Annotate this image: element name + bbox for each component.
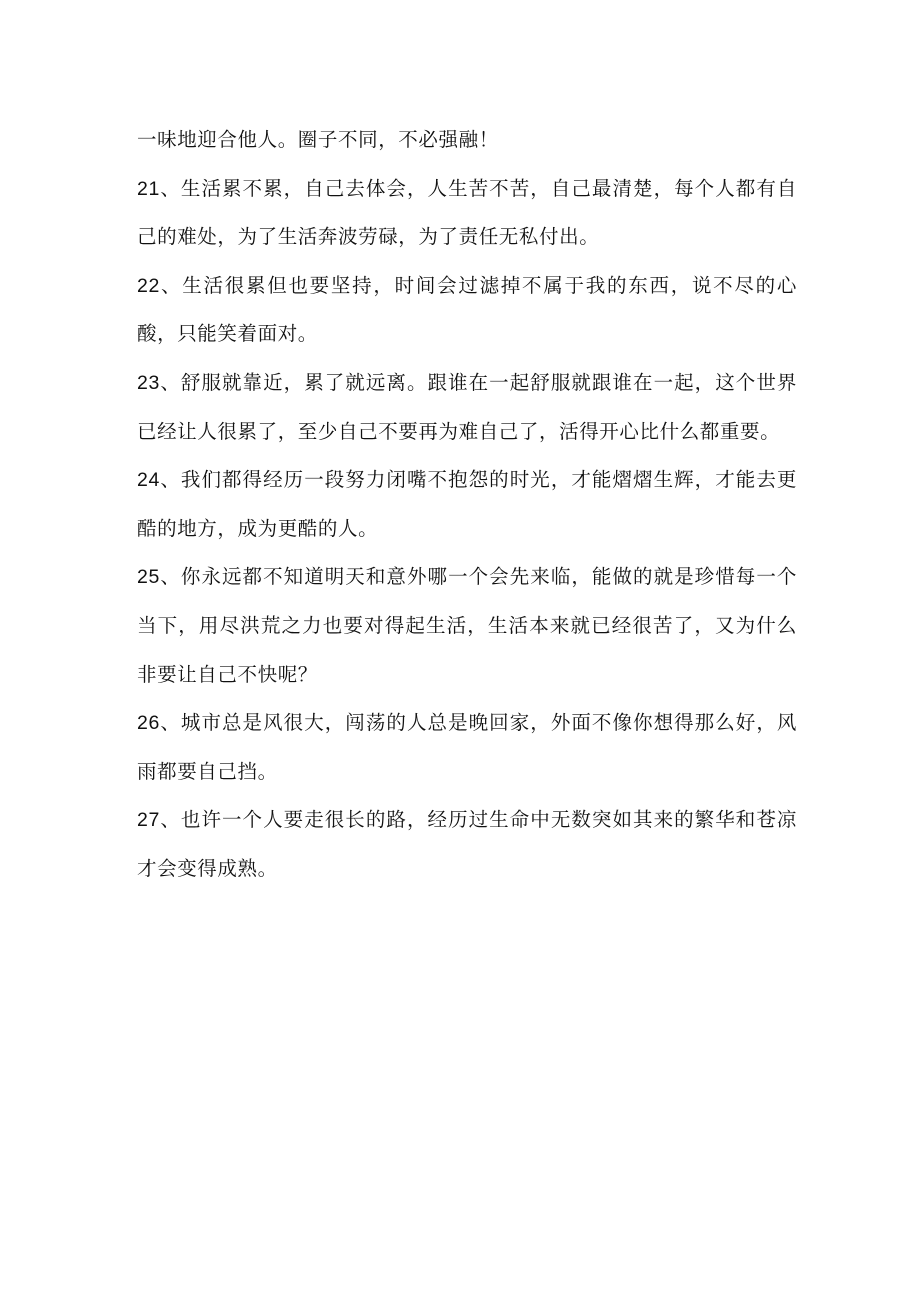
paragraph-number: 21 — [137, 177, 160, 200]
paragraph-24 — [137, 456, 797, 553]
paragraph-23 — [137, 359, 797, 456]
paragraph-20-continuation — [137, 116, 797, 165]
paragraph-21 — [137, 165, 797, 262]
paragraph-text: 、生活很累但也要坚持，时间会过滤掉不属于我的东西，说不尽的心酸，只能笑着面对。 — [137, 273, 797, 346]
paragraph-number: 27 — [137, 809, 160, 832]
paragraph-text: 、你永远都不知道明天和意外哪一个会先来临，能做的就是珍惜每一个当下，用尽洪荒之力也要对得起生活，生活本来就已经很苦了，又为什么非要让自己不快呢？ — [137, 565, 797, 686]
paragraph-text: 、也许一个人要走很长的路，经历过生命中无数突如其来的繁华和苍凉才会变得成熟。 — [137, 808, 797, 880]
paragraph-text: 、城市总是风很大，闯荡的人总是晚回家，外面不像你想得那么好，风雨都要自己挡。 — [137, 711, 797, 783]
paragraph-number: 24 — [137, 469, 160, 492]
paragraph-text: 、我们都得经历一段努力闭嘴不抱怨的时光，才能熠熠生辉，才能去更酷的地方，成为更酷的人。 — [137, 468, 797, 540]
paragraph-number: 25 — [137, 566, 160, 589]
paragraph-text: 一味地迎合他人。圈子不同，不必强融！ — [137, 128, 499, 151]
paragraph-number: 22 — [137, 274, 160, 297]
paragraph-text: 、舒服就靠近，累了就远离。跟谁在一起舒服就跟谁在一起，这个世界已经让人很累了，至少自己不要再为难自己了，活得开心比什么都重要。 — [137, 370, 797, 443]
paragraph-25 — [137, 553, 797, 699]
document-body — [137, 116, 797, 894]
paragraph-text: 、生活累不累，自己去体会，人生苦不苦，自己最清楚，每个人都有自己的难处，为了生活奔波劳碌，为了责任无私付出。 — [137, 176, 797, 249]
paragraph-number: 23 — [137, 371, 160, 394]
paragraph-26 — [137, 699, 797, 796]
paragraph-22 — [137, 262, 797, 359]
paragraph-number: 26 — [137, 712, 160, 735]
paragraph-27 — [137, 796, 797, 893]
